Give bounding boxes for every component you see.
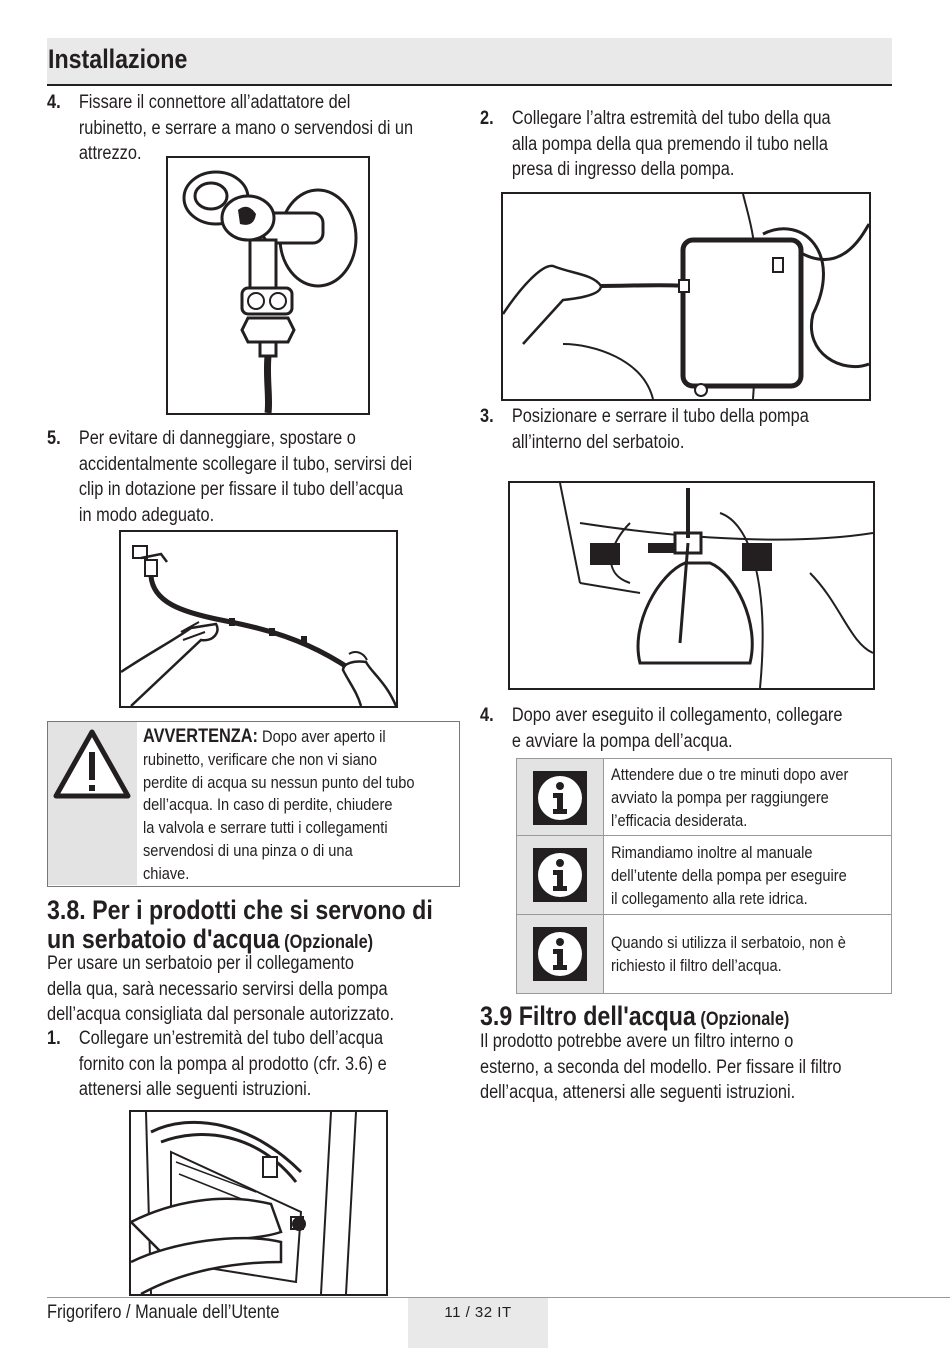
info-note-text: Attendere due o tre minuti dopo aver avviato la pompa per raggiungere l’efficacia desiderata. <box>611 765 849 830</box>
section-3-9-body: Il prodotto potrebbe avere un filtro interno o esterno, a seconda del modello. Per fissare il filtro dell’acqua, attenersi alle seguenti istruzioni. <box>480 1031 842 1103</box>
warning-text <box>143 726 414 886</box>
info-icon-cell <box>517 836 604 914</box>
pump-connection-illustration <box>501 192 871 401</box>
section-3-9-heading <box>480 1002 789 1031</box>
footer-document-title: Frigorifero / Manuale dell’Utente <box>47 1302 280 1323</box>
warning-text-body: rubinetto, verificare che non vi siano perdite di acqua su nessun punto del tubo dell’acqua. In caso di perdite, chiudere la valvola e serrare tutti i collegamenti servendosi di una pinza o di una chiave. <box>143 749 415 883</box>
warning-text-first-line: Dopo aver aperto il <box>257 727 386 746</box>
info-note <box>517 915 891 993</box>
info-icon-cell <box>517 759 604 835</box>
step-text: Posizionare e serrare il tubo della pompa all’interno del serbatoio. <box>511 406 809 453</box>
info-note-text: Rimandiamo inoltre al manuale dell’utente della pompa per eseguire il collegamento alla rete idrica. <box>611 843 847 908</box>
step-text: Fissare il connettore all’adattatore del rubinetto, e serrare a mano o servendosi di un attrezzo. <box>78 92 414 164</box>
info-icon <box>532 770 588 826</box>
optional-label: (Opzionale) <box>695 1009 790 1030</box>
step-text: Collegare l’altra estremità del tubo della qua alla pompa della qua premendo il tubo nella presa di ingresso della pompa. <box>511 108 831 180</box>
warning-triangle-icon <box>48 724 137 804</box>
info-icon-cell <box>517 915 604 993</box>
hose-clip-illustration <box>119 530 398 708</box>
warning-title: AVVERTENZA: <box>143 726 258 747</box>
step-number: 5. <box>47 428 61 449</box>
hose-to-product-illustration <box>129 1110 388 1296</box>
tank-hose-illustration <box>508 481 875 690</box>
info-icon <box>532 926 588 982</box>
info-note <box>517 836 891 915</box>
footer-page-number: 11 / 32 IT <box>444 1304 512 1321</box>
step-number: 4. <box>480 705 494 726</box>
warning-icon-cell <box>48 722 137 885</box>
section-title: 3.8. Per i prodotti che si servono di un serbatoio d'acqua <box>47 895 433 954</box>
section-3-8-heading <box>47 896 433 954</box>
section-title: 3.9 Filtro dell'acqua <box>480 1001 696 1031</box>
info-note <box>517 759 891 836</box>
section-3-8-body: Per usare un serbatoio per il collegamento della qua, sarà necessario servirsi della pompa dell’acqua consigliata dal personale autorizzato. <box>47 953 394 1025</box>
step-number: 2. <box>480 108 494 129</box>
info-note-text: Quando si utilizza il serbatoio, non è richiesto il filtro dell’acqua. <box>611 933 846 975</box>
step-text: Dopo aver eseguito il collegamento, collegare e avviare la pompa dell’acqua. <box>511 705 843 752</box>
page-title: Installazione <box>48 44 188 74</box>
faucet-adapter-illustration <box>166 156 370 415</box>
step-number: 1. <box>47 1028 61 1049</box>
step-number: 3. <box>480 406 494 427</box>
optional-label: (Opzionale) <box>279 932 374 953</box>
info-icon <box>532 847 588 903</box>
step-text: Per evitare di danneggiare, spostare o accidentalmente scollegare il tubo, servirsi dei clip in dotazione per fissare il tubo dell’acqua in modo adeguato. <box>78 428 413 526</box>
info-notes-table <box>516 758 892 994</box>
step-text: Collegare un’estremità del tubo dell’acqua fornito con la pompa al prodotto (cfr. 3.6) e attenersi alle seguenti istruzioni. <box>78 1028 387 1100</box>
step-number: 4. <box>47 92 61 113</box>
